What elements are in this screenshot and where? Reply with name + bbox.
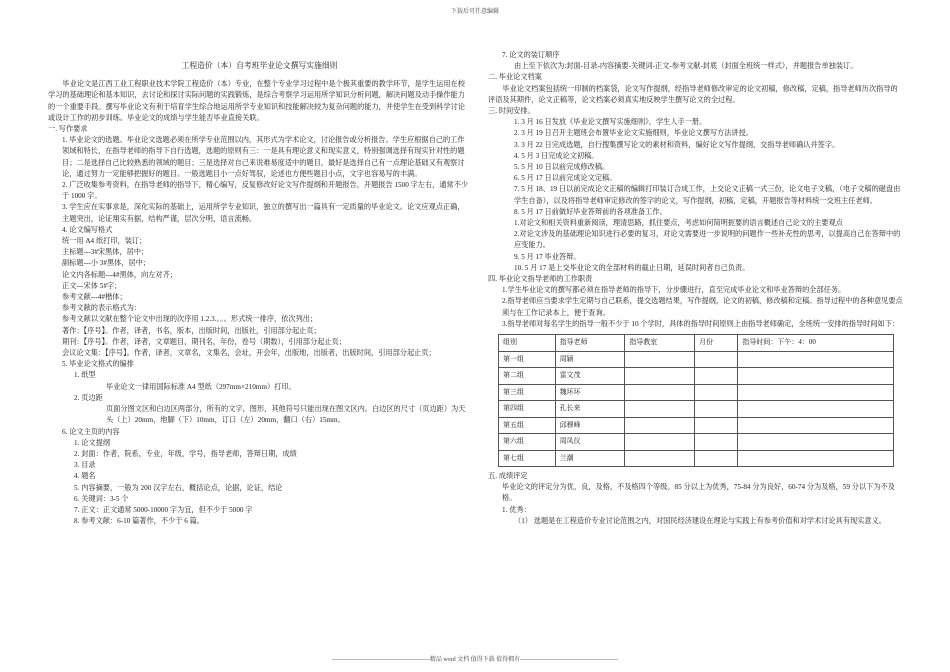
grading-section bbox=[488, 471, 904, 527]
table-cell bbox=[738, 368, 894, 385]
text-line: 二. 毕业论文档案 bbox=[488, 73, 542, 82]
text-line: 6. 关键词：3-5 个 bbox=[74, 494, 129, 503]
text-line: 1.对论文和相关资料重新阅读，理清思路，抓住要点，考虑如何简明扼要的语言概述自己论文的主要观点 bbox=[514, 219, 843, 228]
table-cell bbox=[695, 351, 738, 368]
table-cell bbox=[695, 384, 738, 401]
text-line: 2. 3 月 19 日召开主题班会布置毕业论文实施细则，毕业论文撰写方法讲授。 bbox=[514, 129, 753, 138]
table-cell: 周颖 bbox=[555, 351, 625, 368]
table-cell: 魏环环 bbox=[555, 384, 625, 401]
table-cell: 雷文茂 bbox=[555, 368, 625, 385]
text-line: 著作：【序号】。作者，译者，书名，版本，出版时间，出版社，引用部分起止页； bbox=[62, 326, 321, 335]
table-cell bbox=[695, 417, 738, 434]
table-header-cell: 指导老师 bbox=[555, 335, 625, 352]
table-cell: 兰潮 bbox=[555, 450, 625, 467]
table-cell bbox=[625, 384, 695, 401]
text-line: 10. 5 月 17 是上交毕业论文的全部材料的截止日期，延误时间者自己负责。 bbox=[514, 263, 750, 272]
text-line: 页面分图文区和白边区两部分，所有的文字，图形，其他符号只能出现在图文区内。白边区的尺寸（页边距）为天头（上）20mm，地脚（下）10mm，订口（左）20mm，翻口（右）15mm。 bbox=[106, 405, 466, 425]
intro-paragraph: 毕业论文是江西工业工程职业技术学院工程造价（本）专业，在整个专业学习过程中是个极其重要的教学环节，是学生运用在校学习的基础理论和基本知识，去讨论和探讨实际问题的实践锻炼，是综合考察学习运用所学知识分析问题，解决问题及动手操作能力的一个重要手段。撰写毕业论文有利于培育学生综合地运用所学专业知识和技能解决较为复杂问题的能力，并使学生在受到科学讨论或设计工作的初步训练。毕业论文的成绩与学生能否毕业直接关联。 bbox=[48, 80, 465, 122]
table-cell: 第七组 bbox=[499, 450, 556, 467]
text-line: 期刊：【序号】。作者，译者，文章题目，期刊名，年份，卷号（期数），引用部分起止页； bbox=[62, 337, 346, 346]
table-cell bbox=[695, 450, 738, 467]
table-cell: 第二组 bbox=[499, 368, 556, 385]
text-line: 3. 学生应在实事求是，深化实际的基础上，运用所学专业知识，独立的撰写出一篇具有一定质量的毕业论文。论文应观点正确，主题突出，论证翔实有据，结构严谨，层次分明，语言流畅。 bbox=[62, 203, 465, 223]
text-line: 3. 3 月 22 日完成选题，自行搜集撰写论文的素材和资料，编好论文写作提纲，交指导老师确认并签字。 bbox=[514, 140, 840, 149]
text-line: 2.对论文涉及的基础理论知识进行必要的复习，对论文需要进一步说明的问题作一些补充性的思考，以提高自己在答辩中的应变能力。 bbox=[514, 230, 901, 250]
table-cell bbox=[695, 401, 738, 418]
table-cell bbox=[695, 368, 738, 385]
table-cell: 第三组 bbox=[499, 384, 556, 401]
text-line: （1） 选题是在工程造价专业讨论范围之内，对国民经济建设在理论与实践上有参考价值和对学术讨论具有现实意义。 bbox=[514, 516, 886, 525]
table-row bbox=[499, 384, 894, 401]
table-cell bbox=[625, 401, 695, 418]
text-line: 2.指导老师应当要求学生定期与自己联系，提交选题结果，写作提纲，论文的初稿，修改稿和定稿。指导过程中的各种意见要点须与在工作记录本上，便于查询。 bbox=[502, 297, 903, 317]
text-line: 2. 封面：作者，院系，专业，年级，学号，指导老师，答辩日期，成绩 bbox=[74, 449, 297, 458]
table-cell bbox=[738, 434, 894, 451]
text-line: 毕业论文的评定分为优，良，及格，不及格四个等级。85 分以上为优秀，75-84 分为良好，60-74 分为及格，59 分以下为不及格。 bbox=[502, 483, 895, 503]
text-line: 7. 5 月 18、19 日以前完成论文正稿的编辑打印装订合成工作，上交论文正稿一式三份，论文电子文稿，（电子文稿的磁盘由学生自备），以及将指导老师审定修改的签字的论文，写作提纲，初稿，定稿，开题报告等材料统一交班主任老师。 bbox=[514, 185, 901, 205]
left-column bbox=[48, 50, 471, 527]
table-cell: 第一组 bbox=[499, 351, 556, 368]
text-line: 2. 页边距 bbox=[74, 393, 103, 402]
table-cell: 第五组 bbox=[499, 417, 556, 434]
text-line: 三. 时间安排。 bbox=[488, 107, 535, 116]
text-line: 1. 优秀： bbox=[502, 505, 531, 514]
text-line: 一. 写作要求 bbox=[48, 125, 88, 134]
page-footer: -------------------------------------------------精品 word 文档 值得下载 值得拥有------------------------------------------------- bbox=[331, 657, 619, 663]
table-cell bbox=[738, 351, 894, 368]
table-cell bbox=[625, 417, 695, 434]
text-line: 5. 5 月 10 日以前完成修改稿。 bbox=[514, 163, 610, 172]
text-line: 五. 成绩评定 bbox=[488, 472, 528, 481]
text-line: 9. 5 月 17 毕业答辩。 bbox=[514, 252, 581, 261]
right-section-list bbox=[488, 50, 904, 330]
table-cell bbox=[625, 368, 695, 385]
table-cell bbox=[625, 351, 695, 368]
right-column bbox=[488, 50, 904, 527]
schedule-table bbox=[498, 334, 894, 467]
text-line: 会议论文集：【序号】。作者，译者，文章名，文集名，会址，开会年，出版地，出版者，出版时间，引用部分起止页； bbox=[62, 349, 436, 358]
table-cell: 邱穆峰 bbox=[555, 417, 625, 434]
text-line: 主标题---3#宋黑体，居中； bbox=[62, 248, 149, 257]
table-header-cell: 组别 bbox=[499, 335, 556, 352]
text-line: 7. 正文：正文通常 5000-10000 字为宜，但不少于 5000 字 bbox=[74, 505, 253, 514]
text-line: 毕业论文档案包括统一印制的档案袋，论文写作提纲，经指导老师修改审定的论文初稿，修改稿，定稿，指导老师历次指导的评语及其期件，论文正稿等，论文档案必须真实地反映学生撰写论文的全过程。 bbox=[488, 84, 898, 104]
table-header-row bbox=[499, 335, 894, 352]
page-header: 下载后可任意编辑 bbox=[450, 9, 499, 15]
text-line: 毕业论文一律用国际标准 A4 型纸（297mm×210mm）打印。 bbox=[106, 382, 296, 391]
text-line: 1.学生毕业论文的撰写都必须在指导老师的指导下，分步骤进行，直至完成毕业论文和毕业答辩的全部任务。 bbox=[502, 286, 846, 295]
table-body bbox=[499, 351, 894, 467]
text-line: 8. 参考文献：6-10 篇著作，不少于 6 篇。 bbox=[74, 517, 204, 526]
table-cell: 孔长来 bbox=[555, 401, 625, 418]
table-row bbox=[499, 417, 894, 434]
text-line: 参考文献以文献在整个论文中出现的次序用 1.2.3.。。。形式统一排序，依次列出； bbox=[62, 315, 318, 324]
text-line: 6. 5 月 17 日以前完成论文定稿。 bbox=[514, 174, 617, 183]
table-cell bbox=[738, 401, 894, 418]
text-line: 四. 毕业论文指导老师的工作职责 bbox=[488, 275, 593, 284]
table-row bbox=[499, 401, 894, 418]
text-line: 1. 论文提纲 bbox=[74, 438, 110, 447]
table-cell bbox=[738, 450, 894, 467]
table-cell: 周凤仪 bbox=[555, 434, 625, 451]
text-line: 论文内各标题---4#黑体，向左对齐； bbox=[62, 270, 177, 279]
text-line: 统一用 A4 纸打印，装订； bbox=[62, 237, 147, 246]
text-line: 3.指导老师对每名学生的指导一般不少于 10 个学时，具体的指导时间原则上由指导老师确定，全班统一安排的指导时间如下： bbox=[502, 319, 900, 328]
table-header-cell: 指导教室 bbox=[625, 335, 695, 352]
table-cell: 第四组 bbox=[499, 401, 556, 418]
text-line: 正文---宋体 5#字； bbox=[62, 281, 122, 290]
table-cell bbox=[625, 434, 695, 451]
text-line: 5. 毕业论文格式的编排 bbox=[62, 360, 134, 369]
text-line: 6. 论文主页的内容 bbox=[62, 427, 120, 436]
text-line: 7. 论文的装订顺序 bbox=[502, 51, 560, 59]
table-cell: 第六组 bbox=[499, 434, 556, 451]
table-cell bbox=[738, 384, 894, 401]
text-line: 5. 内容摘要，一般为 200 汉字左右，概括论点，论据，论证，结论 bbox=[74, 483, 283, 492]
table-row bbox=[499, 368, 894, 385]
text-line: 8. 5 月 17 日前做好毕业答辩前的各项准备工作。 bbox=[514, 207, 667, 216]
left-section-list bbox=[48, 124, 471, 527]
text-line: 2. 广泛收集参考资料，在指导老师的指导下，精心编写，反复修改好论文写作提纲和开题报告，开题报告 1500 字左右，通常不少于 1000 字。 bbox=[62, 181, 469, 201]
text-line: 4. 题名 bbox=[74, 472, 96, 481]
table-row bbox=[499, 351, 894, 368]
table-cell bbox=[738, 417, 894, 434]
table-cell bbox=[625, 450, 695, 467]
text-line: 1. 纸型 bbox=[74, 371, 96, 380]
text-line: 1. 3 月 16 日发放《毕业论文撰写实施细则》，学生人手一册。 bbox=[514, 118, 707, 127]
text-line: 4. 5 月 3 日完成论文初稿。 bbox=[514, 151, 599, 160]
text-line: 参考文献的表示格式为： bbox=[62, 304, 142, 313]
text-line: 由上至下依次为:封面-目录-内容摘要-关键词-正文-参考文献-封底（封面全班统一样式），并题报告单独装订。 bbox=[514, 62, 858, 71]
document-title: 工程造价（本）自考班毕业论文撰写实施细则 bbox=[181, 61, 338, 70]
text-line: 4. 论文编写格式 bbox=[62, 225, 113, 234]
table-row bbox=[499, 434, 894, 451]
table-cell bbox=[695, 434, 738, 451]
table-row bbox=[499, 450, 894, 467]
text-line: 3. 目录 bbox=[74, 461, 96, 470]
table-header-cell: 指导时间：下午：4：00 bbox=[738, 335, 894, 352]
text-line: 1. 毕业论文的选题。毕业论文选题必须在所学专业范围以内，其形式为学术论文，讨论报告或分析报告。学生应根据自己的工作领域和特长，在指导老师的指导下自行选题，选题的原则有三：一是具有理论意义和现实意义，特别强调选择有现实针对性的题目；二是选择自己比较熟悉的领域的题目；三是选择对自己来说难易度适中的题目，最好是选择自己有一点理论基础又有观察讨论，通过努力一定能够把握好的题目。一般选题目小一点好驾驭，论述也方便些题目小点，文字也容易写的丰满。 bbox=[62, 136, 465, 178]
text-line: 副标题---小 3#黑体，居中； bbox=[62, 259, 151, 268]
text-line: 参考文献---4#楷体； bbox=[62, 293, 127, 302]
table-header-cell: 月份 bbox=[695, 335, 738, 352]
